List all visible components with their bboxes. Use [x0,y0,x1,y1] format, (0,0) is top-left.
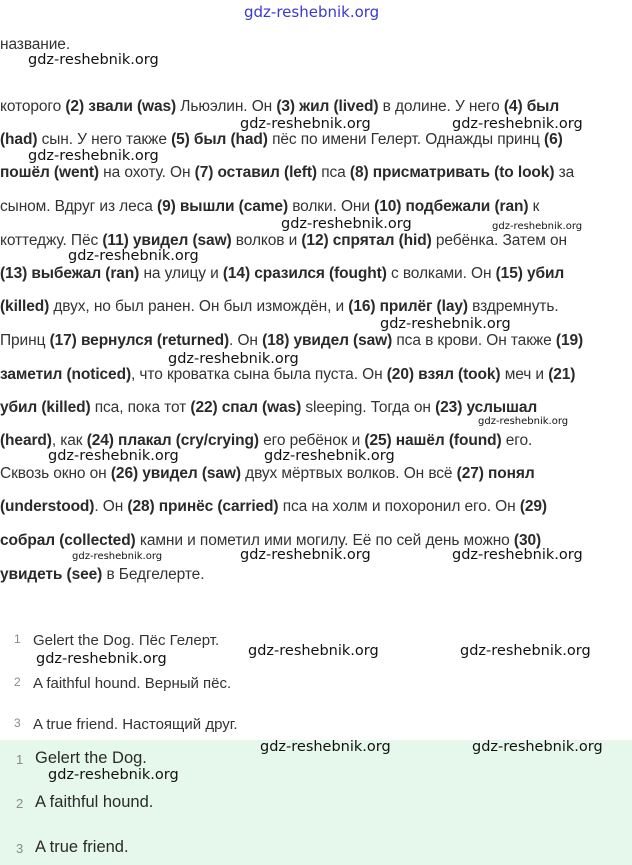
watermark: gdz-reshebnik.org [28,148,159,164]
list-item-number: 3 [14,716,21,730]
text-segment: камни и пометил ими могилу. Её по сей день можно [135,532,514,549]
watermark: gdz-reshebnik.org [281,216,412,232]
text-segment: пёс по имени Гелерт. Однажды принц [267,131,545,148]
paragraph-line [0,298,632,316]
answer-phrase: (25) нашёл (found) [364,432,502,449]
answer-phrase: заметил (noticed) [0,366,132,383]
text-segment: sleeping. Тогда он [301,399,436,416]
paragraph-line [0,532,632,550]
paragraph-line [0,164,632,182]
text-segment: его ребёнок и [258,432,365,449]
answer-phrase: собрал (collected) [0,532,136,549]
answer-phrase: (3) жил (lived) [276,98,379,115]
answer-phrase: (6) [544,131,563,148]
list-item-text: A faithful hound. Верный пёс. [33,675,232,692]
text-segment: сын. У него также [37,131,172,148]
paragraph-line [0,232,632,250]
paragraph-line [0,399,632,417]
watermark: gdz-reshebnik.org [260,739,391,755]
watermark: gdz-reshebnik.org [264,448,395,464]
answer-phrase: (2) звали (was) [65,98,177,115]
watermark: gdz-reshebnik.org [240,547,371,563]
watermark: gdz-reshebnik.org [168,351,299,367]
watermark: gdz-reshebnik.org [72,551,163,562]
text-segment: . Он [94,498,128,515]
paragraph-line [0,432,632,450]
watermark: gdz-reshebnik.org [48,767,179,783]
paragraph-line [0,465,632,483]
text-segment: которого [0,98,66,115]
text-segment: Принц [0,332,50,349]
text-segment: меч и [500,366,549,383]
answer-phrase: (killed) [0,298,50,315]
text-segment: пса [317,164,350,181]
answer-phrase: (12) спрятал (hid) [301,232,432,249]
paragraph-line [0,498,632,516]
watermark: gdz-reshebnik.org [248,643,379,659]
text-segment: на улицу и [139,265,223,282]
list-item-number: 2 [16,796,24,811]
watermark: gdz-reshebnik.org [478,416,569,427]
answer-phrase: (5) был (had) [171,131,268,148]
answer-phrase: увидеть (see) [0,566,103,583]
text-segment: , как [51,432,87,449]
answer-phrase: (30) [513,532,542,549]
answer-phrase: (27) понял [456,465,535,482]
answer-phrase: пошёл (went) [0,164,99,181]
answer-phrase: (11) увидел (saw) [102,232,232,249]
text-segment: сыном. Вдруг из леса [0,198,158,215]
paragraph-line [0,332,632,350]
text-segment: Льюэлин. Он [176,98,277,115]
text-segment: с волками. Он [386,265,496,282]
text-segment: в Бедгелерте. [102,566,205,583]
answer-phrase: (29) [519,498,547,515]
watermark: gdz-reshebnik.org [472,739,603,755]
answer-phrase: (7) оставил (left) [194,164,317,181]
text-segment: волков и [231,232,302,249]
watermark: gdz-reshebnik.org [240,116,371,132]
answer-phrase: (16) прилёг (lay) [348,298,468,315]
list-item-number: 1 [16,752,24,767]
text-segment: пса на холм и похоронил его. Он [278,498,520,515]
watermark: gdz-reshebnik.org [452,116,583,132]
answer-phrase: (20) взял (took) [386,366,501,383]
list-item-number: 2 [14,675,21,689]
text-segment: . Он [229,332,263,349]
answer-phrase: (21) [548,366,576,383]
answer-phrase: (26) увидел (saw) [110,465,241,482]
watermark-top: gdz-reshebnik.org [244,3,380,21]
answer-phrase: (14) сразился (fought) [222,265,387,282]
text-segment: в долине. У него [378,98,504,115]
list-item-number: 3 [16,841,24,856]
text-segment: вздремнуть. [467,298,559,315]
text-segment: двух мёртвых волков. Он всё [240,465,457,482]
answer-phrase: (22) спал (was) [190,399,302,416]
answer-phrase: (had) [0,131,38,148]
list-item-text: A faithful hound. [35,793,154,811]
answer-phrase: (8) присматривать (to look) [349,164,555,181]
watermark: gdz-reshebnik.org [68,248,199,264]
answer-phrase: (9) вышли (came) [157,198,289,215]
watermark: gdz-reshebnik.org [460,643,591,659]
list-item-text: A true friend. [35,838,129,856]
list-item-number: 1 [14,632,21,646]
list-item-text: Gelert the Dog. Пёс Гелерт. [33,632,220,649]
intro-tail: название. [0,36,71,53]
text-segment: пса, пока тот [90,399,191,416]
answer-phrase: (28) принёс (carried) [127,498,279,515]
paragraph-line [0,131,632,149]
answer-phrase: (19) [555,332,584,349]
text-segment: его. [501,432,533,449]
text-segment: ребёнка. Затем он [431,232,567,249]
watermark: gdz-reshebnik.org [452,547,583,563]
answer-phrase: (23) услышал [435,399,538,416]
text-segment: пса в крови. Он также [392,332,556,349]
answer-phrase: (heard) [0,432,52,449]
paragraph-line [0,566,632,584]
paragraph-line [0,366,632,384]
paragraph-line [0,98,632,116]
list-item-text: Gelert the Dog. [35,749,147,767]
watermark: gdz-reshebnik.org [492,221,583,232]
answer-phrase: (4) был [503,98,560,115]
list-item-text: A true friend. Настоящий друг. [33,716,238,733]
answer-phrase: (10) подбежали (ran) [374,198,529,215]
text-segment: двух, но был ранен. Он был измождён, и [49,298,349,315]
answer-phrase: (15) убил [495,265,565,282]
text-segment: на охоту. Он [98,164,195,181]
text-segment: за [554,164,575,181]
paragraph-line [0,265,632,283]
answer-phrase: (24) плакал (cry/crying) [86,432,259,449]
text-segment: к [528,198,540,215]
answer-phrase: (understood) [0,498,95,515]
answer-phrase: убил (killed) [0,399,91,416]
answer-phrase: (18) увидел (saw) [262,332,393,349]
watermark: gdz-reshebnik.org [380,316,511,332]
watermark: gdz-reshebnik.org [48,448,179,464]
watermark: gdz-reshebnik.org [28,52,159,68]
text-segment: волки. Они [288,198,375,215]
text-segment: коттеджу. Пёс [0,232,103,249]
paragraph-line [0,198,632,216]
text-segment: , что кроватка сына была пуста. Он [131,366,387,383]
watermark: gdz-reshebnik.org [36,651,167,667]
answer-phrase: (17) вернулся (returned) [49,332,230,349]
text-segment: Сквозь окно он [0,465,111,482]
answer-phrase: (13) выбежал (ran) [0,265,140,282]
